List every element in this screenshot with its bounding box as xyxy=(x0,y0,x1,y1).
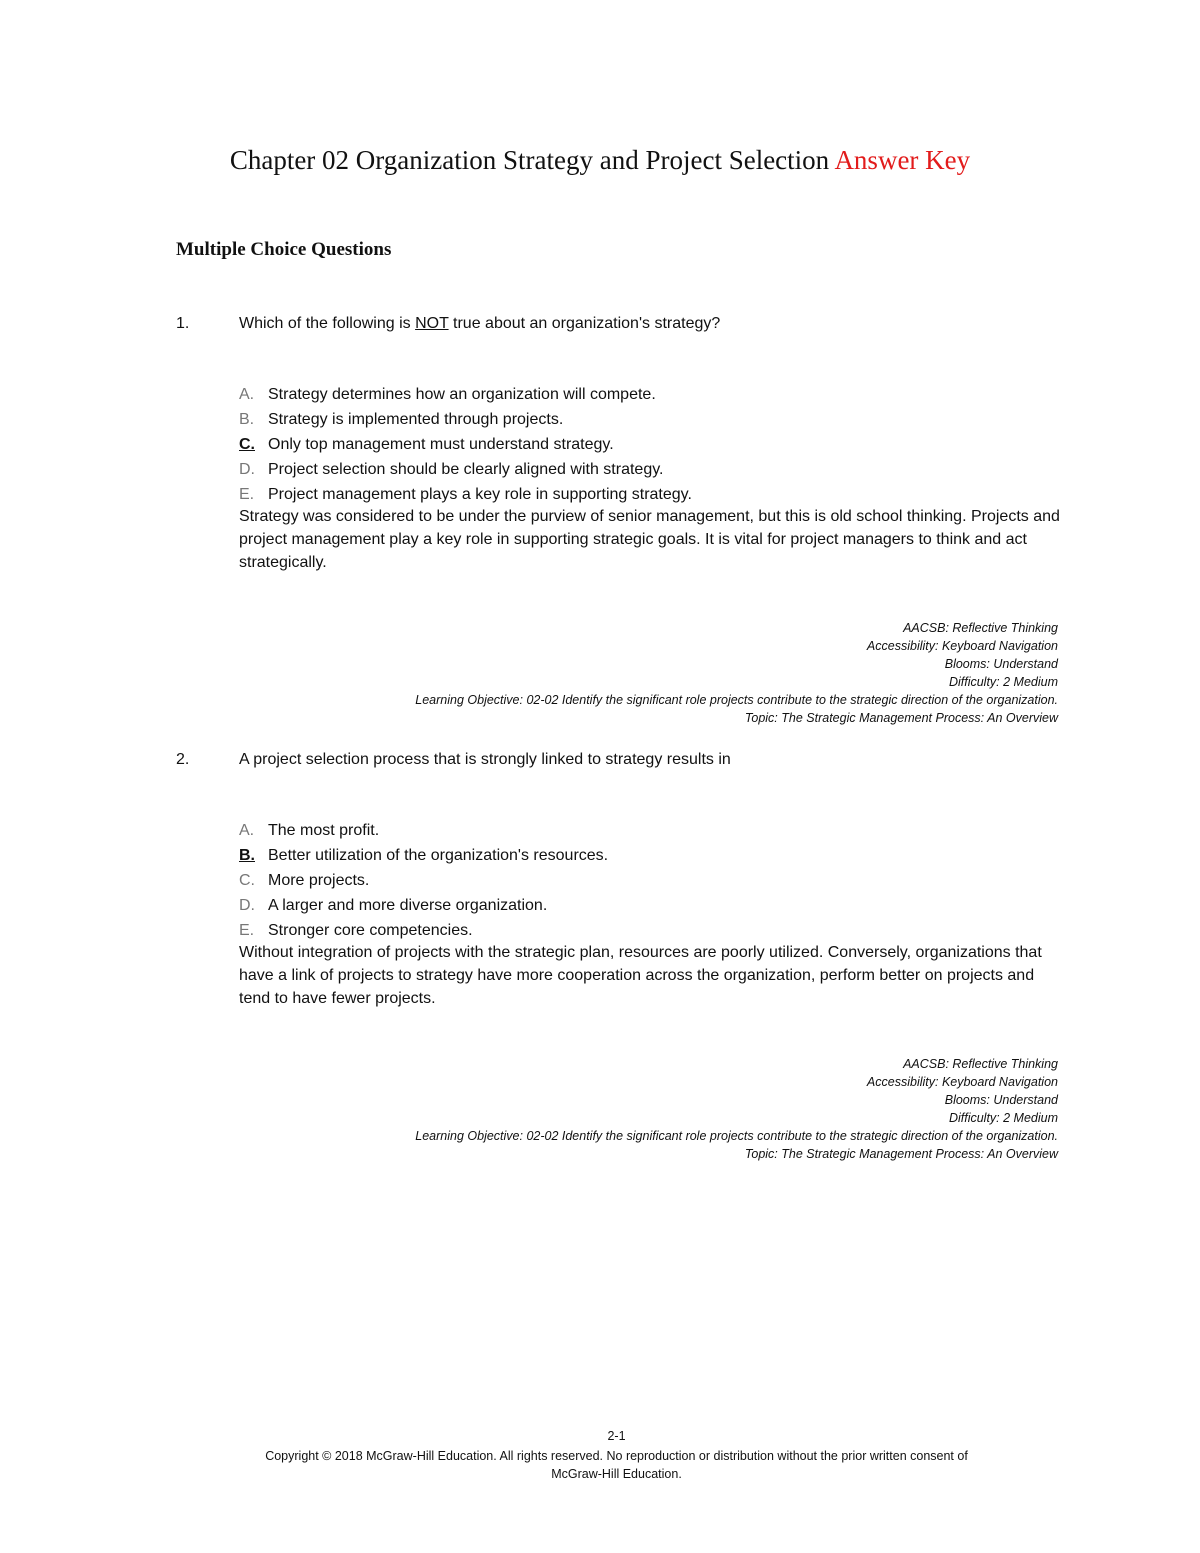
question-2-choice-e xyxy=(239,918,1079,943)
choice-letter: E. xyxy=(239,486,255,503)
choice-letter: D. xyxy=(239,461,255,478)
question-2-number: 2. xyxy=(176,751,190,768)
answer-key-label: Answer Key xyxy=(834,145,971,175)
question-2-choice-b xyxy=(239,843,1079,868)
choice-letter: A. xyxy=(239,386,255,403)
question-2-metadata xyxy=(158,1055,1058,1163)
question-2-explanation: Without integration of projects with the strategic plan, resources are poorly utilized. Conversely, organizations that have a link of projects to strategy have more cooperation across the organization, perform better on projects and tend to have fewer projects. xyxy=(239,944,1042,1007)
difficulty-tag: Difficulty: 2 Medium xyxy=(948,675,1058,689)
accessibility-tag: Accessibility: Keyboard Navigation xyxy=(866,639,1058,653)
page-title xyxy=(0,140,1200,180)
topic-tag: Topic: The Strategic Management Process: An Overview xyxy=(744,1147,1058,1161)
question-1-choice-c xyxy=(239,432,1079,457)
blooms-tag: Blooms: Understand xyxy=(944,1093,1058,1107)
topic-tag: Topic: The Strategic Management Process: An Overview xyxy=(744,711,1058,725)
copyright-line-2: McGraw-Hill Education. xyxy=(551,1467,682,1481)
blooms-tag: Blooms: Understand xyxy=(944,657,1058,671)
question-1-metadata xyxy=(158,619,1058,727)
section-heading: Multiple Choice Questions xyxy=(176,239,392,260)
copyright-line-1: Copyright © 2018 McGraw-Hill Education. All rights reserved. No reproduction or distribution without the prior written consent of xyxy=(265,1449,968,1463)
choice-text: Strategy is implemented through projects. xyxy=(268,411,564,428)
question-1-number: 1. xyxy=(176,315,190,332)
accessibility-tag: Accessibility: Keyboard Navigation xyxy=(866,1075,1058,1089)
choice-text: The most profit. xyxy=(268,822,380,839)
question-1-choice-e xyxy=(239,482,1079,507)
choice-letter: E. xyxy=(239,922,255,939)
choice-letter: A. xyxy=(239,822,255,839)
question-1-choices xyxy=(239,382,1079,507)
question-1-explanation: Strategy was considered to be under the purview of senior management, but this is old school thinking. Projects and project management play a key role in supporting strategic goals. It is vital for project managers to think and act strategically. xyxy=(239,508,1060,571)
choice-letter: B. xyxy=(239,411,255,428)
question-1-choice-b xyxy=(239,407,1079,432)
question-1-stem-after: true about an organization's strategy? xyxy=(453,315,721,332)
choice-text: Project selection should be clearly aligned with strategy. xyxy=(268,461,664,478)
correct-answer-letter: C. xyxy=(239,436,255,453)
page-number: 2-1 xyxy=(607,1429,626,1443)
choice-text: A larger and more diverse organization. xyxy=(268,897,548,914)
question-1-stem-before: Which of the following is xyxy=(239,315,411,332)
page-title-main: Chapter 02 Organization Strategy and Project Selection xyxy=(229,145,830,175)
learning-objective-tag: Learning Objective: 02-02 Identify the significant role projects contribute to the strategic direction of the organization. xyxy=(415,693,1058,707)
question-2-choice-d xyxy=(239,893,1079,918)
aacsb-tag: AACSB: Reflective Thinking xyxy=(903,1057,1058,1071)
aacsb-tag: AACSB: Reflective Thinking xyxy=(903,621,1058,635)
choice-text: Strategy determines how an organization will compete. xyxy=(268,386,656,403)
question-2-choice-a xyxy=(239,818,1079,843)
choice-text: Only top management must understand strategy. xyxy=(268,436,614,453)
correct-answer-letter: B. xyxy=(239,847,255,864)
question-1-stem xyxy=(239,313,720,335)
question-2-stem: A project selection process that is strongly linked to strategy results in xyxy=(239,751,731,768)
choice-letter: C. xyxy=(239,872,255,889)
difficulty-tag: Difficulty: 2 Medium xyxy=(948,1111,1058,1125)
choice-letter: D. xyxy=(239,897,255,914)
choice-text: Better utilization of the organization's resources. xyxy=(268,847,609,864)
question-2-choice-c xyxy=(239,868,1079,893)
question-1-choice-a xyxy=(239,382,1079,407)
choice-text: Project management plays a key role in supporting strategy. xyxy=(268,486,692,503)
choice-text: More projects. xyxy=(268,872,370,889)
learning-objective-tag: Learning Objective: 02-02 Identify the significant role projects contribute to the strategic direction of the organization. xyxy=(415,1129,1058,1143)
choice-text: Stronger core competencies. xyxy=(268,922,473,939)
page-footer xyxy=(0,1427,1200,1483)
question-2-choices xyxy=(239,818,1079,943)
question-1-stem-emphasis: NOT xyxy=(415,315,449,332)
question-1-choice-d xyxy=(239,457,1079,482)
